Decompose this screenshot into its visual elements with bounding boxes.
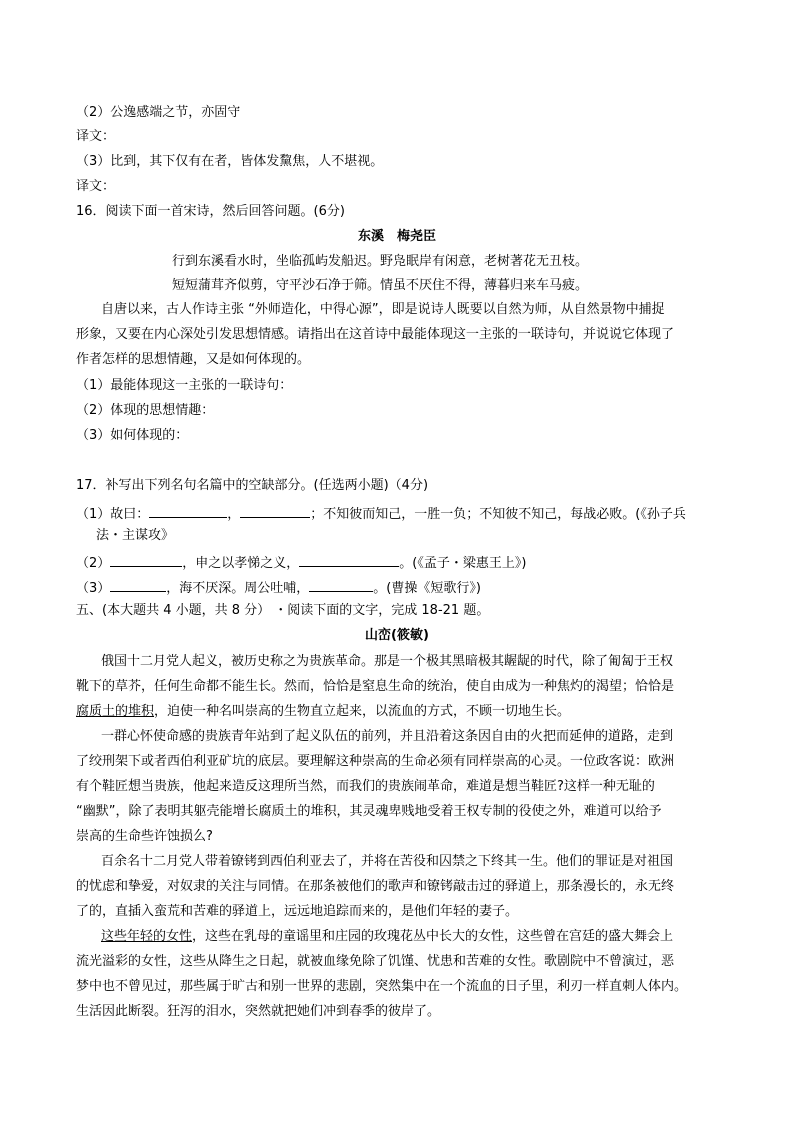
q15-item-2: （2）公逸感端之节，亦固守: [76, 105, 241, 120]
poem-title: 东溪 梅尧臣: [357, 229, 436, 244]
underlined-phrase: 这些年轻的女性: [101, 929, 193, 944]
essay-p2-line-3: 有个鞋匠想当贵族，他起来造反这理所当然，而我们的贵族闹革命，难道是想当鞋匠?这样一种无耻的: [76, 779, 655, 794]
essay-p3-line-2: 的忧虑和挚爱，对奴隶的关注与同情。在那条被他们的歌声和镣铐敲击过的驿道上，那条漫长的，永无终: [76, 879, 675, 894]
q15-translation-label-2: 译文：: [76, 179, 116, 194]
q16-paragraph-line-1: 自唐以来，古人作诗主张 “外师造化，中得心源”，即是说诗人既要以自然为师，从自然景物中捕捉: [101, 302, 665, 317]
q17-item-3: [76, 578, 481, 597]
fill-blank[interactable]: [299, 553, 399, 567]
q16-prompt: 16．阅读下面一首宋诗，然后回答问题。(6分): [76, 204, 345, 219]
essay-p4-line-2: 流光溢彩的女性，这些从降生之日起，就被血缘免除了饥馑、忧患和苦难的女性。歌剧院中不曾演过，恶: [76, 954, 675, 969]
q16-paragraph-line-2: 形象，又要在内心深处引发思想情感。请指出在这首诗中最能体现这一主张的一联诗句，并说说它体现了: [76, 327, 675, 342]
essay-p4-line-1: [101, 929, 673, 945]
essay-p1-line-1: 俄国十二月党人起义，被历史称之为贵族革命。那是一个极其黑暗极其龌龊的时代，除了匍匐于王权: [101, 654, 674, 669]
poem-line-2: 短短蒲茸齐似剪，守平沙石净于筛。情虽不厌住不得，薄暮归来车马疲。: [172, 278, 589, 293]
essay-p4-line-4: 生活因此断裂。狂泻的泪水，突然就把她们冲到春季的彼岸了。: [76, 1004, 441, 1019]
q17-item-3-prefix: （3）: [76, 581, 111, 596]
q17-item-2-prefix: （2）: [76, 556, 111, 571]
q17-item-1: [76, 504, 686, 523]
q16-sub-question-1: （1）最能体现这一主张的一联诗句：: [76, 378, 293, 393]
q17-item-3-middle: ，海不厌深。周公吐哺，: [166, 581, 310, 596]
q17-item-1-source: 法・主谋攻》: [96, 528, 175, 543]
q16-paragraph-line-3: 作者怎样的思想情趣，又是如何体现的。: [76, 352, 311, 367]
fill-blank[interactable]: [240, 504, 310, 518]
essay-p2-line-1: 一群心怀使命感的贵族青年站到了起义队伍的前列，并且沿着这条因自由的火把而延伸的道路，走到: [101, 729, 674, 744]
essay-p1-line-2: 靴下的草芥，任何生命都不能生长。然而，恰恰是窒息生命的统治，使自由成为一种焦灼的渴望；恰恰是: [76, 679, 675, 694]
fill-blank[interactable]: [309, 578, 373, 592]
fill-blank[interactable]: [149, 504, 227, 518]
q17-item-2-middle: ，申之以孝悌之义，: [182, 556, 300, 571]
essay-p2-line-2: 了绞刑架下或者西伯利亚矿坑的底层。要理解这种崇高的生命必须有同样崇高的心灵。一位政客说：欧洲: [76, 754, 675, 769]
essay-p1-line-3-rest: ，迫使一种名叫崇高的生物直立起来，以流血的方式，不顾一切地生长。: [154, 704, 571, 719]
essay-p4-line-3: 梦中也不曾见过，那些属于旷古和别一世界的悲剧，突然集中在一个流血的日子里，利刃一样直刺人体内。: [76, 979, 688, 994]
section-5-heading: 五、(本大题共 4 小题，共 8 分） ・阅读下面的文字，完成 18-21 题。: [76, 603, 490, 618]
q17-item-1-separator: ，: [227, 507, 241, 522]
q15-item-3: （3）比到，其下仅有在者，皆体发黧焦，人不堪视。: [76, 154, 384, 169]
q17-item-2: [76, 553, 526, 572]
essay-p4-line-1-rest: ，这些在乳母的童谣里和庄园的玫瑰花丛中长大的女性，这些曾在宫廷的盛大舞会上: [192, 929, 674, 944]
essay-title: 山峦(筱敏): [365, 628, 429, 643]
underlined-phrase: 腐质土的堆积: [76, 704, 155, 719]
fill-blank[interactable]: [110, 578, 166, 592]
essay-p2-line-4: “幽默”，除了表明其躯壳能增长腐质土的堆积，其灵魂卑贱地受着王权专制的役使之外，难道可以给予: [76, 804, 662, 819]
q17-item-3-source: 。(曹操《短歌行》): [373, 581, 481, 596]
essay-p2-line-5: 崇高的生命些许蚀损么?: [76, 829, 213, 844]
q17-item-1-prefix: （1）故曰：: [76, 507, 150, 522]
q15-translation-label-1: 译文：: [76, 129, 116, 144]
q16-sub-question-3: （3）如何体现的：: [76, 428, 189, 443]
q17-item-2-source: 。(《孟子・梁惠王上》): [399, 556, 527, 571]
q17-prompt: 17．补写出下列名句名篇中的空缺部分。(任选两小题)（4分): [76, 478, 429, 493]
essay-p1-line-3: [76, 704, 570, 720]
essay-p3-line-3: 了的，直插入蛮荒和苦难的驿道上，远远地追踪而来的，是他们年轻的妻子。: [76, 904, 519, 919]
poem-line-1: 行到东溪看水时，坐临孤屿发船迟。野凫眠岸有闲意，老树著花无丑枝。: [172, 254, 589, 269]
fill-blank[interactable]: [110, 553, 182, 567]
q16-sub-question-2: （2）体现的思想情趣：: [76, 403, 215, 418]
q17-item-1-text: ；不知彼而知己，一胜一负；不知彼不知己，每战必败。(《孙子兵: [310, 507, 686, 522]
essay-p3-line-1: 百余名十二月党人带着镣铐到西伯利亚去了，并将在苦役和囚禁之下终其一生。他们的罪证是对祖国: [101, 854, 674, 869]
